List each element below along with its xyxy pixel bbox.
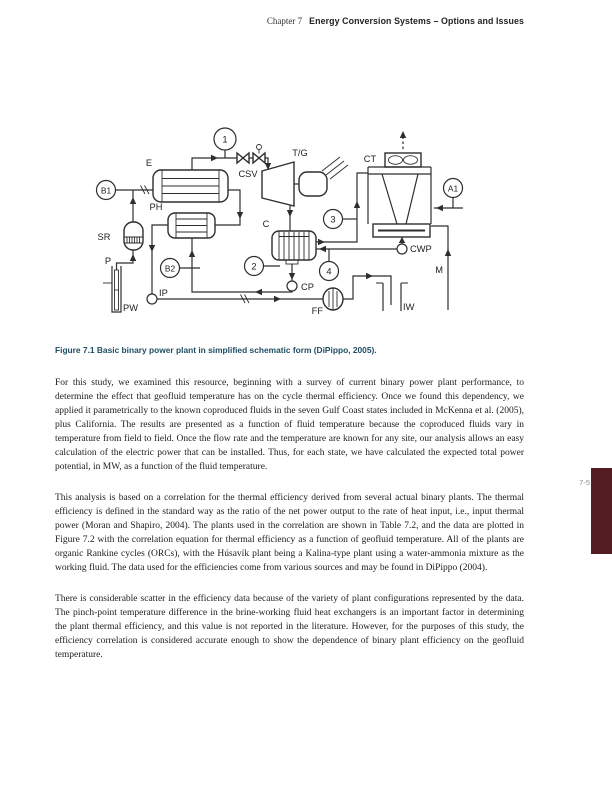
label-turbine-generator: T/G <box>292 148 308 158</box>
chapter-title: Energy Conversion Systems – Options and Issues <box>309 16 524 26</box>
chapter-label: Chapter 7 <box>266 16 303 26</box>
production-well-symbol <box>103 266 121 312</box>
svg-text:A1: A1 <box>447 183 459 194</box>
generator-symbol <box>299 157 348 196</box>
label-condenser: C <box>262 219 270 229</box>
brine-point-b1 <box>97 181 116 200</box>
ff-filter-symbol <box>323 288 343 310</box>
ip-pump-symbol <box>147 294 157 304</box>
cooling-tower-symbol <box>368 131 431 237</box>
condenser-symbol <box>272 231 316 264</box>
figure-caption: Figure 7.1 Basic binary power plant in simplified schematic form (DiPippo, 2005). <box>55 345 377 355</box>
label-final-filter: FF <box>311 306 323 316</box>
label-makeup-water: M <box>435 265 443 275</box>
state-point-1 <box>214 128 236 150</box>
svg-text:1: 1 <box>222 134 228 145</box>
fan-housing <box>385 153 421 167</box>
svg-text:4: 4 <box>326 266 332 277</box>
body-text <box>55 376 524 679</box>
svg-text:2: 2 <box>251 261 257 272</box>
label-injection-well: IW <box>403 302 415 312</box>
cwp-pump-symbol <box>397 244 407 254</box>
brine-point-b2 <box>161 259 201 278</box>
paragraph-1: For this study, we examined this resource, beginning with a survey of current binary power plant performance, to determine the effect that geofluid temperature has on the cycle thermal efficiency. Once we found this dependency, we applied it parametrically to the known coproduced fluids in the seven Gulf Coast states included in McKenna et al. (2005), plus California. The results are presented as a function of fluid temperature because the coproduced fluids vary in temperature from field to field. Once the flow rate and the temperature are known for any site, our analysis allows an easy calculation of the electric power that can be installed. Thus, for each state, we have calculated the expected total power potential, in MW, as a function of the fluid temperature. <box>55 378 524 472</box>
label-csv: CSV <box>238 169 258 179</box>
svg-text:B2: B2 <box>164 263 176 274</box>
paragraph-3: There is considerable scatter in the efficiency data because of the variety of plant configurations represented by the data. The pinch-point temperature difference in the brine-working fluid heat exchangers is an important factor in determining the plant thermal efficiency, and this value is not reported in the literature. However, for the purposes of this study, the efficiency correlation is considered accurate enough to show the dependence of binary plant efficiency on the geofluid temperature. <box>55 594 524 660</box>
page-header <box>267 16 524 26</box>
page-number: 7-5 <box>579 478 590 487</box>
label-well-pump: P <box>104 256 112 266</box>
label-cooling-tower: CT <box>363 154 377 164</box>
svg-text:B1: B1 <box>100 185 112 196</box>
preheater-symbol <box>168 213 215 238</box>
svg-text:3: 3 <box>330 214 336 225</box>
label-evaporator: E <box>145 158 153 168</box>
chapter-tab <box>591 468 612 554</box>
paragraph-2: This analysis is based on a correlation for the thermal efficiency derived from several actual binary plants. The thermal efficiency is defined in the standard way as the ratio of the net power output to the rate of heat input, i.e., input thermal power (Moran and Shapiro, 2004). The plants used in the correlation are shown in Table 7.2, and the data are plotted in Figure 7.2 with the correlation equation for thermal efficiency as a function of geofluid temperature. All of the plants are organic Rankine cycles (ORCs), with the Húsavík plant being a Kalina-type plant using a water-ammonia mixture as the working fluid. The data used for the efficiencies come from various sources and may be found in DiPippo (2004). <box>55 493 524 573</box>
label-sand-remover: SR <box>97 232 111 242</box>
label-injection-pump: IP <box>159 288 168 298</box>
label-production-well: PW <box>123 303 138 313</box>
sand-remover-symbol <box>124 222 143 250</box>
label-preheater: PH <box>149 202 163 212</box>
evaporator-symbol <box>153 170 228 202</box>
figure-7-1-schematic <box>80 118 480 335</box>
state-point-3 <box>324 210 343 229</box>
csv-valves-symbol <box>237 145 265 164</box>
air-point-a1 <box>444 179 463 198</box>
cp-pump-symbol <box>287 281 297 291</box>
label-condensate-pump: CP <box>301 282 314 292</box>
label-cooling-water-pump: CWP <box>410 244 432 254</box>
tower-fill <box>382 174 418 224</box>
state-point-4 <box>320 262 339 281</box>
